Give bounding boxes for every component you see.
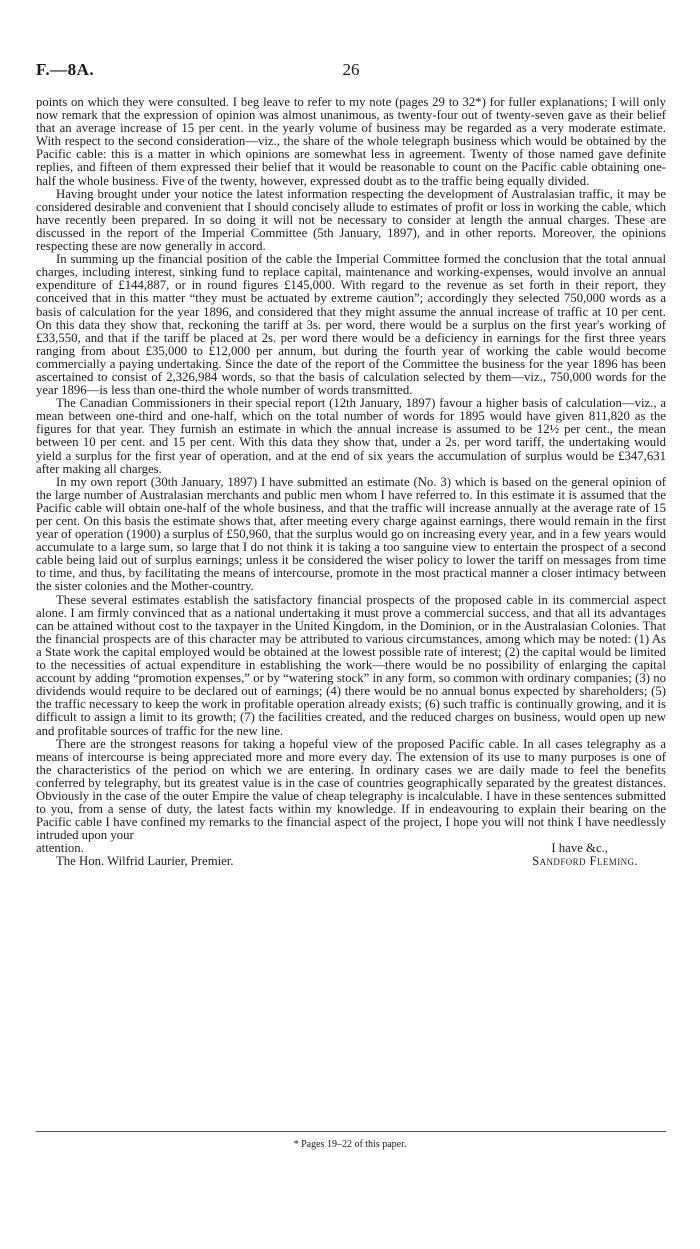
closing-word: attention.: [36, 841, 84, 856]
signature: Sandford Fleming.: [532, 854, 638, 869]
signature-row: [36, 855, 666, 869]
page-number: 26: [342, 60, 360, 79]
paragraph: Having brought under your notice the latest information respecting the development of Australasian traffic, it may be considered desirable and convenient that I should concisely allude to estimates of profit or loss in working the cable, which have recently been prepared. In so doing it will not be necessary to consider at length the annual charges. These are discussed in the report of the Imperial Committee (5th January, 1897), and in other reports. Moreover, the opinions respecting these are now generally in accord.: [36, 186, 666, 254]
paragraph: points on which they were consulted. I beg leave to refer to my note (pages 29 to 32*) for fuller explanations; I will only now remark that the expression of opinion was almost unanimous, as twenty-four out of twenty-seven gave as their belief that an average increase of 15 per cent. in the yearly volume of business may be regarded as a very moderate estimate. With respect to the second consideration—viz., the share of the whole telegraph business which would be obtained by the Pacific cable: this is a matter in which opinions are somewhat less in agreement. Twenty of those named gave definite replies, and fifteen of them expressed their belief that it would be reasonable to count on the Pacific cable obtaining one-half the whole business. Five of the twenty, however, expressed doubt as to the traffic being equally divided.: [36, 95, 666, 188]
paragraph: In summing up the financial position of the cable the Imperial Committee formed the conclusion that the total annual charges, including interest, sinking fund to replace capital, maintenance and working-expenses, would involve an annual expenditure of £144,887, or in round figures £145,000. With regard to the revenue as set forth in their report, they conceived that in this matter “they must be actuated by extreme caution”; accordingly they selected 750,000 words as a basis of calculation for the year 1896, and considered that they might assume the annual increase of traffic at 10 per cent. On this data they show that, reckoning the tariff at 3s. per word, there would be a surplus on the first year's working of £33,550, and that if the tariff be placed at 2s. per word there would be a deficiency in earnings for the first three years ranging from about £35,000 to £12,000 per annum, but during the fourth year of working the cable would become commercially a paying undertaking. Since the date of the report of the Committee the business for the year 1896 has been ascertained to consist of 2,326,984 words, so that the basis of calculation selected by them—viz., 750,000 words for the year 1896—is less than one-third the whole number of words transmitted.: [36, 252, 666, 398]
document-reference: F.—8A.: [36, 60, 95, 79]
paragraph: There are the strongest reasons for taking a hopeful view of the proposed Pacific cable. In all cases telegraphy as a means of intercourse is being appreciated more and more every day. The extension of its use to many purposes is one of the characteristics of the period on which we are entering. In ordinary cases we are daily made to feel the benefits conferred by telegraphy, but its greatest value is in the case of countries geographically separated by the greatest distances. Obviously in the case of the outer Empire the value of cheap telegraphy is incalculable. I have in these sentences submitted to you, from a sense of duty, the latest facts within my knowledge. If in endeavouring to explain their bearing on the Pacific cable I have confined my remarks to the financial aspect of the project, I hope you will not think I have needlessly intruded upon your: [36, 736, 666, 843]
footnote: * Pages 19–22 of this paper.: [293, 1139, 407, 1150]
footnote-divider: [36, 1131, 666, 1132]
paragraph: The Canadian Commissioners in their special report (12th January, 1897) favour a higher basis of calculation—viz., a mean between one-third and one-half, which on the total number of words for 1895 would have given 811,820 as the figures for that year. They furnish an estimate in which the annual increase is assumed to be 12½ per cent., the mean between 10 per cent. and 15 per cent. With this data they show that, under a 2s. per word tariff, the undertaking would yield a surplus for the first year of operation, and at the end of six years the accumulation of surplus would be £347,631 after making all charges.: [36, 396, 666, 476]
paragraph: In my own report (30th January, 1897) I have submitted an estimate (No. 3) which is based on the general opinion of the large number of Australasian merchants and public men whom I have referred to. In this estimate it is assumed that the Pacific cable will obtain one-half of the whole business, and that the traffic will increase annually at the average rate of 15 per cent. On this basis the estimate shows that, after meeting every charge against earnings, there would remain in the first year of operation (1900) a surplus of £50,960, that the surplus would go on increasing every year, and in a few years would accumulate to a large sum, so large that I do not think it is taking a too sanguine view to entertain the prospect of a second cable being laid out of surplus earnings; unless it be considered the wiser policy to lower the tariff on messages from time to time, and thus, by facilitating the means of intercourse, promote in the most practical manner a closer intimacy between the sister colonies and the Mother-country.: [36, 474, 666, 594]
paragraph: These several estimates establish the satisfactory financial prospects of the proposed cable in its commercial aspect alone. I am firmly convinced that as a national undertaking it must prove a commercial success, and that all its advantages can be attained without cost to the taxpayer in the United Kingdom, in the Dominion, or in the Australasian Colonies. That the financial prospects are of this character may be attributed to various circumstances, among which may be noted: (1) As a State work the capital employed would be obtained at the lowest possible rate of interest; (2) the capital would be limited to the necessities of actual expenditure in establishing the work—there would be no possibility of enlarging the capital account by adding “promotion expenses,” or by “watering stock” in any form, so common with ordinary companies; (3) no dividends would require to be declared out of earnings; (4) there would be no annual bonus expected by shareholders; (5) the traffic necessary to keep the work in profitable operation already exists; (6) such traffic is continually growing, and it is difficult to assign a limit to its growth; (7) the facilities created, and the reduced charges on business, would open up new and profitable sources of traffic for the new line.: [36, 592, 666, 738]
addressee: The Hon. Wilfrid Laurier, Premier.: [56, 854, 234, 869]
page-header: [36, 60, 666, 82]
valediction: I have &c.,: [551, 841, 608, 856]
letter-body: [36, 96, 666, 869]
